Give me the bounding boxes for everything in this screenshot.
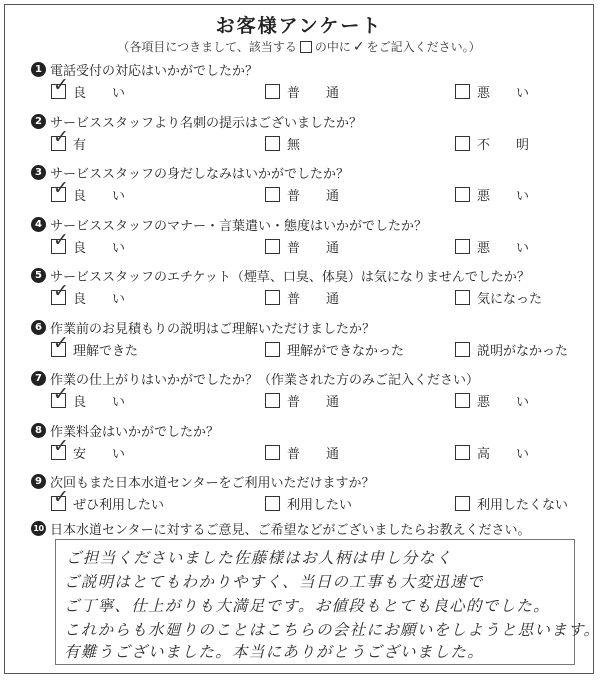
option-label: 普 通 bbox=[287, 86, 340, 101]
question-number-badge: 4 bbox=[31, 217, 46, 232]
question-number-badge: 1 bbox=[31, 62, 46, 77]
checkbox-checked[interactable] bbox=[51, 74, 69, 99]
option-label: 悪 い bbox=[477, 395, 530, 410]
option[interactable] bbox=[51, 280, 126, 307]
checkbox-checked[interactable] bbox=[51, 486, 69, 511]
checkbox[interactable] bbox=[455, 187, 470, 202]
options-row bbox=[5, 177, 593, 207]
option[interactable] bbox=[265, 494, 352, 513]
checkbox[interactable] bbox=[265, 393, 280, 408]
checkmark-icon: ✓ bbox=[53, 383, 69, 405]
option[interactable] bbox=[455, 443, 529, 462]
option[interactable] bbox=[265, 237, 339, 256]
checkbox[interactable] bbox=[265, 239, 280, 254]
option-label: 気になった bbox=[477, 292, 543, 307]
options-row bbox=[5, 434, 593, 465]
option-label: 有 bbox=[73, 137, 87, 153]
question-3 bbox=[31, 163, 349, 182]
checkmark-icon: ✓ bbox=[53, 486, 69, 508]
option-label: 悪 い bbox=[477, 189, 530, 204]
checkbox[interactable] bbox=[455, 136, 470, 151]
question-number-badge: 8 bbox=[31, 423, 46, 438]
question-number-badge: 5 bbox=[31, 268, 46, 283]
handwritten-line: ご丁寧、仕上がりも大満足です。お値段もとても良心的でした。 bbox=[64, 597, 550, 615]
question-text: 電話受付の対応はいかがでしたか？ bbox=[50, 64, 259, 79]
option[interactable] bbox=[455, 340, 568, 359]
options-row bbox=[5, 486, 593, 516]
question-text: サービススタッフより名刺の提示はございましたか？ bbox=[50, 115, 363, 131]
free-answer-box[interactable] bbox=[55, 539, 600, 665]
option-label: 利用したい bbox=[287, 498, 353, 513]
option-label: 普 通 bbox=[287, 395, 340, 410]
option-label: 悪 い bbox=[477, 240, 530, 256]
checkmark-icon: ✓ bbox=[53, 125, 69, 148]
option[interactable] bbox=[455, 82, 529, 101]
checkbox[interactable] bbox=[455, 496, 470, 511]
option[interactable] bbox=[51, 74, 126, 101]
checkbox-sample-icon bbox=[300, 41, 312, 53]
question-text: サービススタッフのエチケット（煙草、口臭、体臭）は気になりませんでしたか？ bbox=[50, 270, 530, 285]
handwritten-line: ご説明はとてもわかりやすく、当日の工事も大変迅速で bbox=[64, 573, 484, 591]
option[interactable] bbox=[51, 228, 126, 256]
question-text: 次回もまた日本水道センターをご利用いただけますか？ bbox=[50, 476, 375, 491]
instruction-text-after: をご記入ください。） bbox=[366, 40, 481, 54]
option[interactable] bbox=[51, 383, 126, 410]
option-label: 説明がなかった bbox=[477, 343, 569, 359]
options-row bbox=[5, 228, 593, 259]
checkmark-sample-icon: ✓ bbox=[352, 39, 365, 55]
option-label: 良 い bbox=[73, 292, 126, 307]
option-label: 利用したくない bbox=[477, 498, 569, 513]
checkbox[interactable] bbox=[265, 84, 280, 99]
checkbox-checked[interactable] bbox=[51, 177, 69, 202]
handwritten-line: ご担当くださいました佐藤様はお人柄は申し分なく bbox=[66, 549, 453, 567]
option[interactable] bbox=[51, 331, 139, 359]
option[interactable] bbox=[265, 288, 339, 307]
option-label: 不 明 bbox=[477, 137, 530, 153]
checkbox[interactable] bbox=[455, 393, 470, 408]
options-row bbox=[5, 331, 593, 362]
checkbox[interactable] bbox=[455, 84, 470, 99]
option-label: 普 通 bbox=[287, 446, 340, 462]
option-label: 理解できた bbox=[73, 343, 139, 359]
question-9 bbox=[31, 472, 374, 491]
question-7 bbox=[31, 369, 479, 388]
question-4 bbox=[31, 215, 427, 234]
instruction-text-before: （各項目につきまして、該当する bbox=[117, 40, 297, 54]
option-label: 普 通 bbox=[287, 240, 340, 256]
checkmark-icon: ✓ bbox=[53, 74, 69, 96]
question-number-badge: 10 bbox=[31, 521, 46, 536]
checkbox-checked[interactable] bbox=[51, 228, 69, 254]
option[interactable] bbox=[265, 134, 300, 153]
option-label: 良 い bbox=[73, 189, 126, 204]
option[interactable] bbox=[265, 340, 404, 359]
instruction-text-middle: の中に bbox=[314, 40, 351, 54]
checkbox-checked[interactable] bbox=[51, 280, 69, 305]
checkbox-checked[interactable] bbox=[51, 331, 69, 357]
option[interactable] bbox=[265, 185, 339, 204]
option-label: 高 い bbox=[477, 446, 530, 462]
option[interactable] bbox=[51, 177, 126, 204]
option-label: 理解ができなかった bbox=[287, 343, 405, 359]
checkbox[interactable] bbox=[265, 290, 280, 305]
option[interactable] bbox=[455, 494, 568, 513]
checkmark-icon: ✓ bbox=[53, 177, 69, 199]
handwritten-line: 有難うございました。本当にありがとうございました。 bbox=[64, 643, 485, 661]
option-label: 悪 い bbox=[477, 86, 530, 101]
checkmark-icon: ✓ bbox=[53, 434, 69, 457]
options-row bbox=[5, 383, 593, 413]
options-row bbox=[5, 125, 593, 156]
option-label: 安 い bbox=[73, 446, 126, 462]
checkbox[interactable] bbox=[265, 445, 280, 460]
option[interactable] bbox=[455, 185, 529, 204]
option-label: 無 bbox=[287, 137, 301, 153]
question-number-badge: 7 bbox=[31, 371, 46, 386]
question-text: 作業前のお見積もりの説明はご理解いただけましたか？ bbox=[50, 321, 376, 337]
checkbox[interactable] bbox=[455, 342, 470, 357]
question-2 bbox=[31, 112, 362, 131]
option[interactable] bbox=[455, 134, 529, 153]
checkbox[interactable] bbox=[265, 136, 280, 151]
checkbox[interactable] bbox=[455, 445, 470, 460]
option[interactable] bbox=[455, 391, 529, 410]
checkbox[interactable] bbox=[265, 187, 280, 202]
form-instructions bbox=[5, 38, 593, 55]
options-row bbox=[5, 74, 593, 104]
options-row bbox=[5, 280, 593, 310]
checkmark-icon: ✓ bbox=[53, 331, 69, 354]
checkmark-icon: ✓ bbox=[53, 280, 69, 302]
option-label: 良 い bbox=[73, 86, 126, 101]
question-number-badge: 6 bbox=[31, 320, 46, 335]
option-label: ぜひ利用したい bbox=[73, 498, 165, 513]
checkbox-checked[interactable] bbox=[51, 383, 69, 408]
question-text: サービススタッフのマナー・言葉遣い・態度はいかがでしたか？ bbox=[50, 218, 428, 234]
option[interactable] bbox=[455, 237, 529, 256]
checkmark-icon: ✓ bbox=[53, 228, 69, 251]
checkbox-checked[interactable] bbox=[51, 434, 69, 460]
checkbox[interactable] bbox=[265, 496, 280, 511]
option[interactable] bbox=[51, 434, 126, 462]
checkbox-checked[interactable] bbox=[51, 125, 69, 151]
option[interactable] bbox=[265, 443, 339, 462]
question-number-badge: 9 bbox=[31, 474, 46, 489]
question-10 bbox=[31, 519, 530, 538]
form-title: お客様アンケート bbox=[215, 15, 383, 37]
question-text: サービススタッフの身だしなみはいかがでしたか？ bbox=[50, 167, 350, 182]
option-label: 普 通 bbox=[287, 292, 340, 307]
question-text: 日本水道センターに対するご意見、ご希望などがございましたらお教えください。 bbox=[50, 523, 531, 538]
handwritten-line: これからも水廻りのことはこちらの会社にお願いをしようと思います。 bbox=[64, 621, 600, 639]
question-5 bbox=[31, 266, 530, 285]
question-number-badge: 3 bbox=[31, 165, 46, 180]
question-number-badge: 2 bbox=[31, 114, 46, 129]
question-6 bbox=[31, 318, 375, 337]
option[interactable] bbox=[51, 486, 165, 513]
option[interactable] bbox=[265, 391, 339, 410]
checkbox[interactable] bbox=[455, 239, 470, 254]
checkbox[interactable] bbox=[265, 342, 280, 357]
checkbox[interactable] bbox=[455, 290, 470, 305]
option-label: 普 通 bbox=[287, 189, 340, 204]
survey-form bbox=[4, 4, 600, 674]
option-label: 良 い bbox=[73, 395, 126, 410]
option[interactable] bbox=[51, 125, 87, 153]
question-text: 作業料金はいかがでしたか？ bbox=[50, 424, 220, 440]
option[interactable] bbox=[455, 288, 542, 307]
question-text: 作業の仕上がりはいかがでしたか？（作業された方のみご記入ください） bbox=[50, 373, 480, 388]
option-label: 良 い bbox=[73, 240, 126, 256]
option[interactable] bbox=[265, 82, 339, 101]
